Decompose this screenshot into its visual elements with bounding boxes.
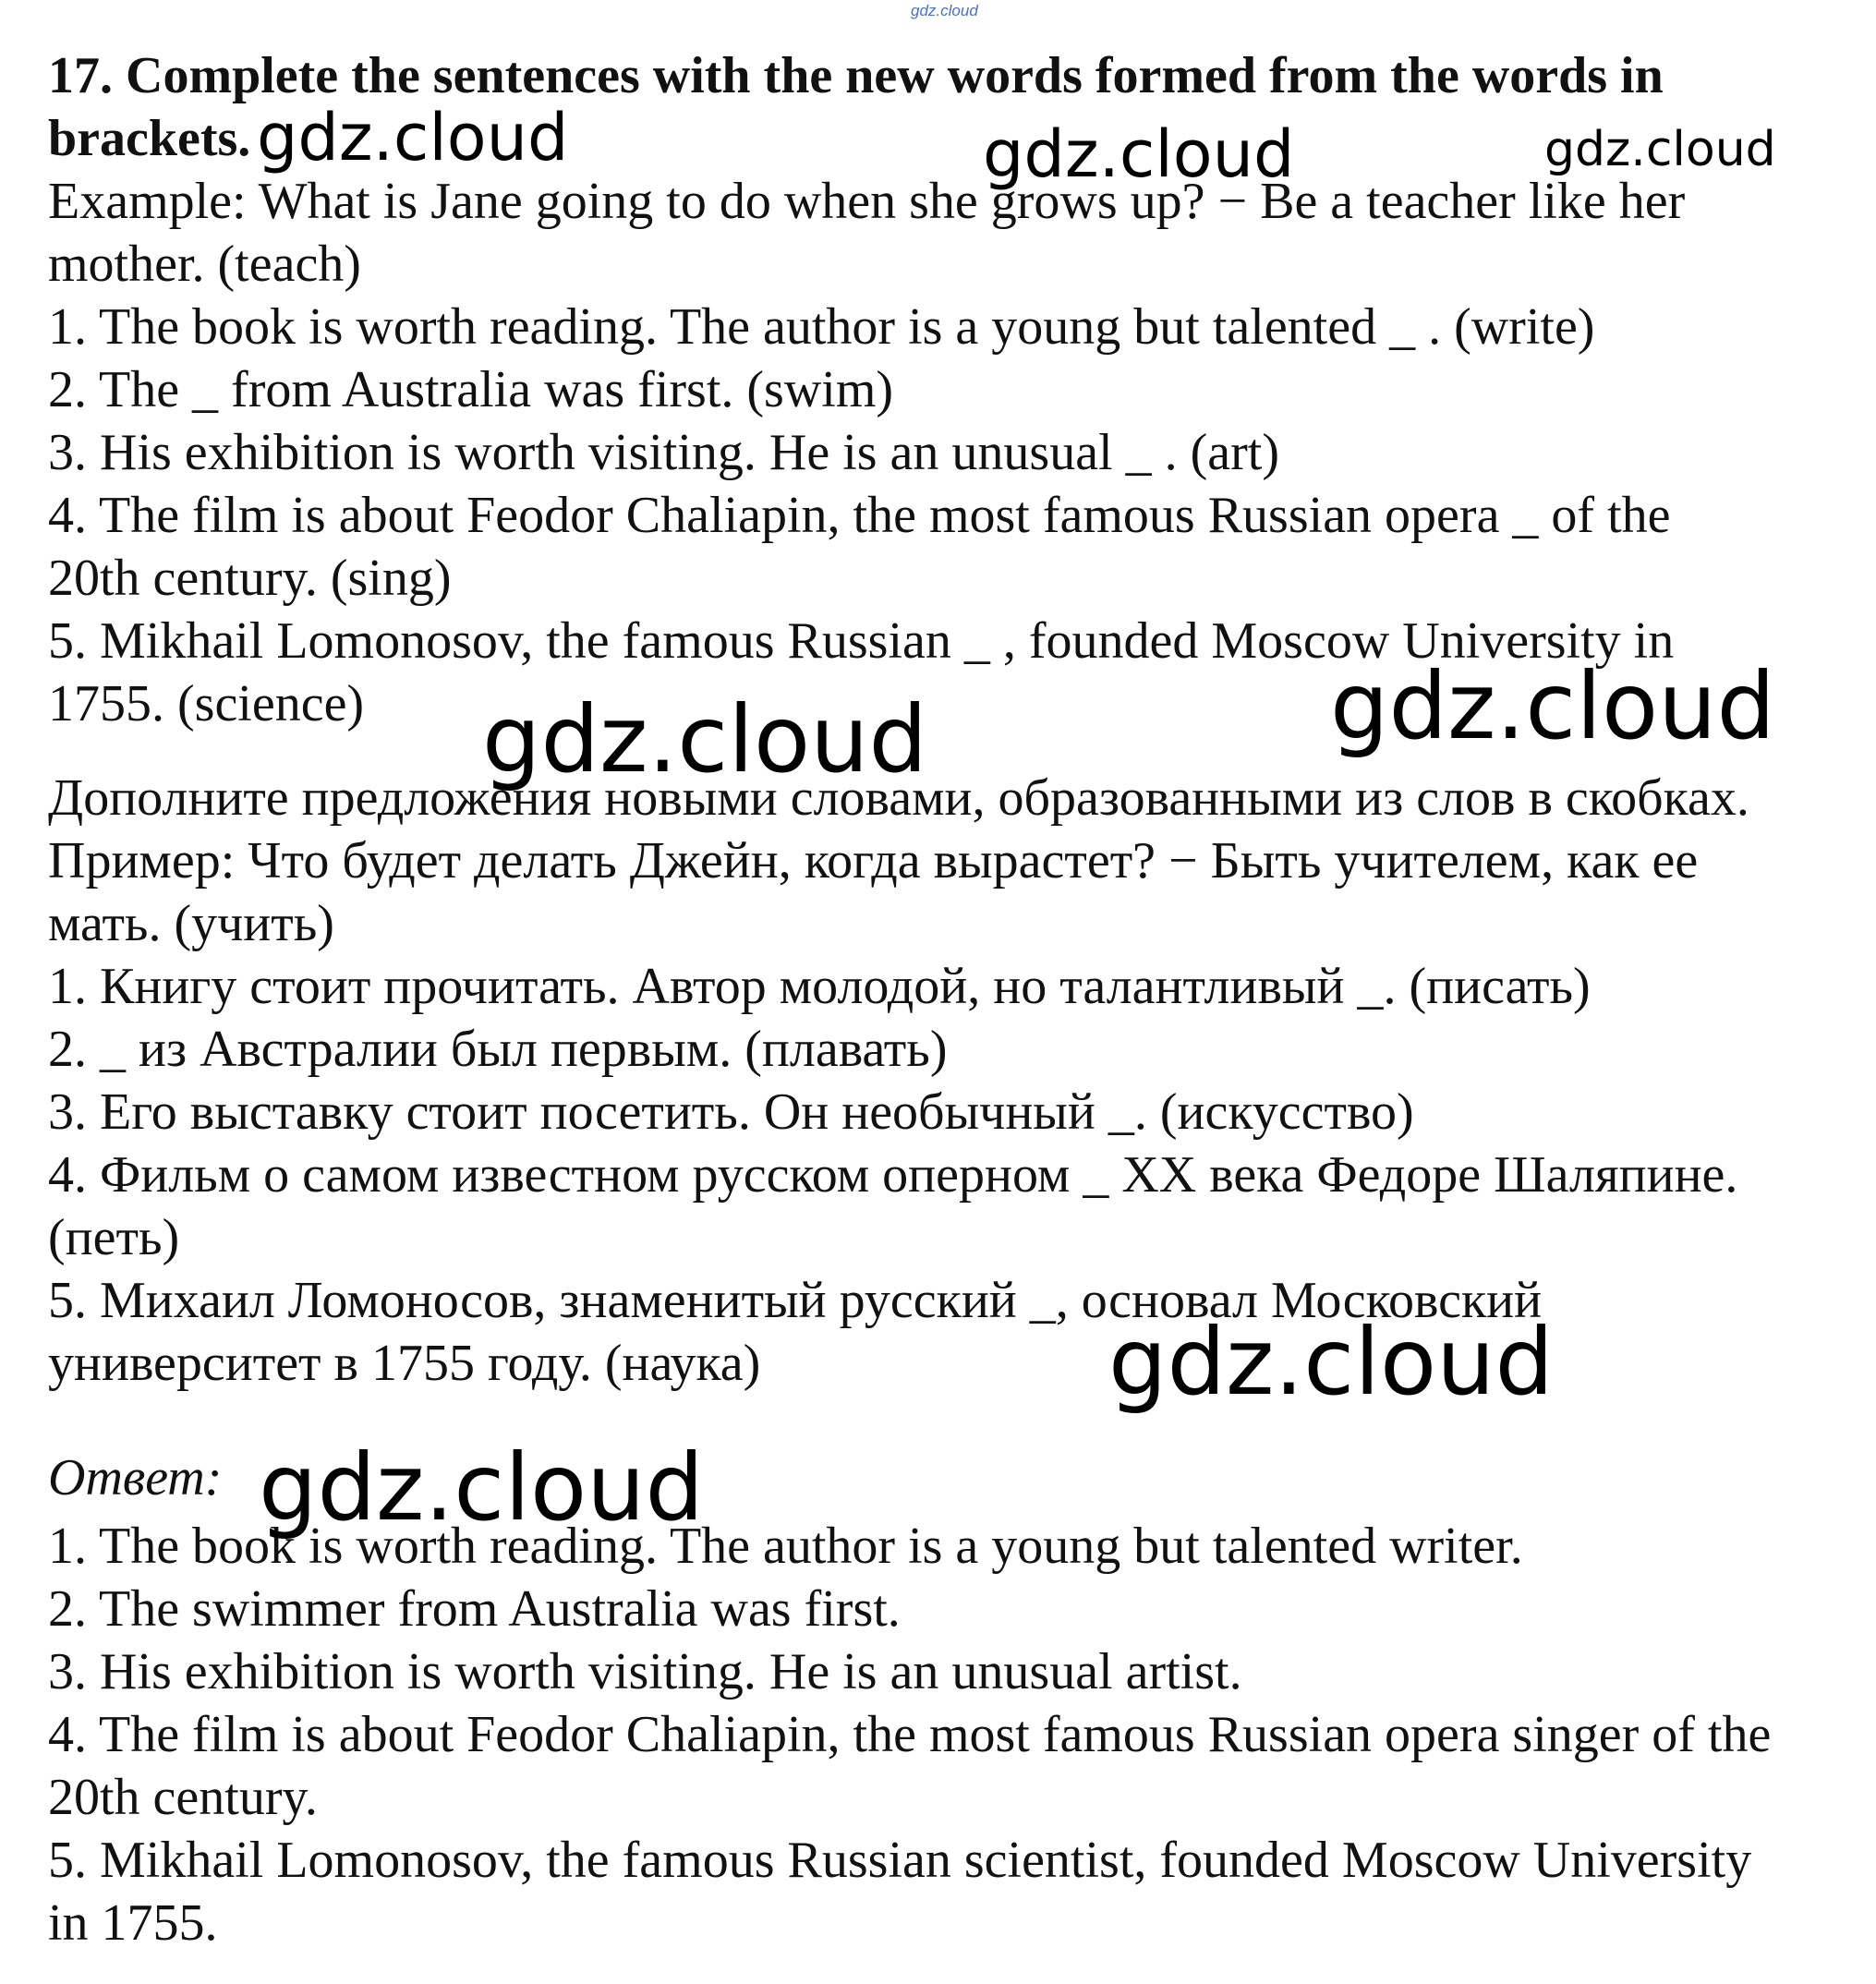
answer-label: Ответ: xyxy=(48,1449,223,1506)
english-task-line: 5. Mikhail Lomonosov, the famous Russian _ , founded Moscow University in xyxy=(48,612,1675,670)
russian-task-line: университет в 1755 году. (наука) xyxy=(48,1335,761,1392)
watermark: gdz.cloud xyxy=(1544,122,1776,177)
english-task-line: 3. His exhibition is worth visiting. He is an unusual _ . (art) xyxy=(48,424,1279,481)
english-task-line: 1755. (science) xyxy=(48,675,365,732)
russian-example-line-1: Пример: Что будет делать Джейн, когда вырастет? − Быть учителем, как ее xyxy=(48,832,1699,889)
answer-line: 3. His exhibition is worth visiting. He is an unusual artist. xyxy=(48,1643,1242,1700)
russian-task-line: 1. Книгу стоит прочитать. Автор молодой, но талантливый _. (писать) xyxy=(48,958,1591,1015)
watermark: gdz.cloud xyxy=(259,1434,705,1542)
watermark: gdz.cloud xyxy=(257,100,569,175)
answer-line: 4. The film is about Feodor Chaliapin, the most famous Russian opera singer of the xyxy=(48,1706,1772,1763)
english-task-line: 20th century. (sing) xyxy=(48,550,452,607)
answer-line: in 1755. xyxy=(48,1894,218,1952)
answer-line: 1. The book is worth reading. The author is a young but talented writer. xyxy=(48,1518,1523,1575)
answer-line: 20th century. xyxy=(48,1769,318,1826)
answer-line: 2. The swimmer from Australia was first. xyxy=(48,1580,901,1638)
exercise-page xyxy=(48,44,1858,1954)
exercise-heading-line-1: 17. Complete the sentences with the new words formed from the words in xyxy=(48,47,1664,104)
answer-line: 5. Mikhail Lomonosov, the famous Russian scientist, founded Moscow University xyxy=(48,1832,1752,1889)
english-example-line-1: Example: What is Jane going to do when she grows up? − Be a teacher like her xyxy=(48,173,1686,230)
russian-task-line: 2. _ из Австралии был первым. (плавать) xyxy=(48,1021,948,1078)
russian-task-line: 3. Его выставку стоит посетить. Он необычный _. (искусство) xyxy=(48,1083,1414,1141)
header-watermark: gdz.cloud xyxy=(911,2,978,19)
russian-example-line-2: мать. (учить) xyxy=(48,895,334,952)
exercise-heading-line-2: brackets. xyxy=(48,110,251,167)
english-task-line: 4. The film is about Feodor Chaliapin, the most famous Russian opera _ of the xyxy=(48,487,1671,544)
russian-task-line: 4. Фильм о самом известном русском оперном _ XX века Федоре Шаляпине. xyxy=(48,1146,1738,1204)
watermark: gdz.cloud xyxy=(1108,1308,1555,1416)
russian-task-line: (петь) xyxy=(48,1209,180,1266)
watermark: gdz.cloud xyxy=(1330,652,1776,760)
watermark: gdz.cloud xyxy=(482,685,928,793)
russian-task-line: 5. Михаил Ломоносов, знаменитый русский _, основал Московский xyxy=(48,1272,1543,1329)
russian-intro: Дополните предложения новыми словами, образованными из слов в скобках. xyxy=(48,769,1749,827)
english-task-line: 1. The book is worth reading. The author is a young but talented _ . (write) xyxy=(48,298,1595,356)
watermark: gdz.cloud xyxy=(983,116,1295,192)
english-example-line-2: mother. (teach) xyxy=(48,236,361,293)
english-task-line: 2. The _ from Australia was first. (swim) xyxy=(48,361,894,418)
